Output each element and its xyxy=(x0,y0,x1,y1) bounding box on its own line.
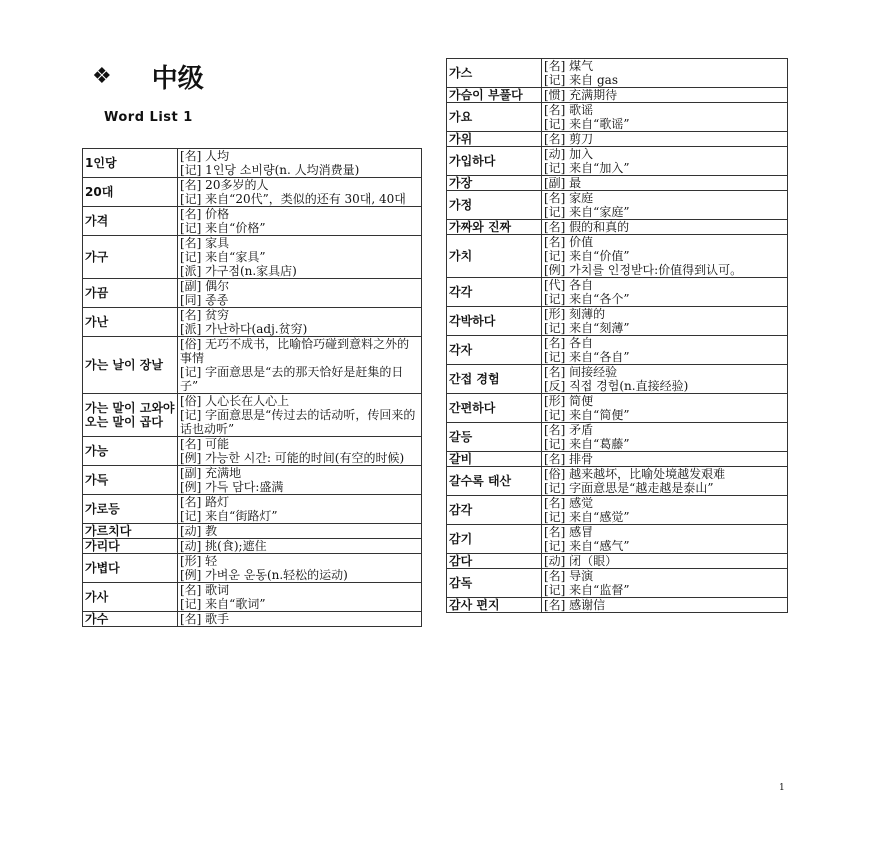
section-heading xyxy=(92,58,204,95)
definition-line: [记] 来自“加入” xyxy=(544,161,630,175)
definition-line: [名] 价格 xyxy=(180,207,230,221)
definition-line: [记] 来自“价格” xyxy=(180,221,266,235)
vocab-row xyxy=(447,569,788,598)
vocab-word: 가짜와 진짜 xyxy=(447,220,542,235)
vocab-row xyxy=(447,336,788,365)
definition-line: [名] 感冒 xyxy=(544,525,594,539)
vocab-row xyxy=(83,394,422,437)
definition-line: [名] 剪刀 xyxy=(544,132,594,146)
definition-line: [名] 路灯 xyxy=(180,495,230,509)
definition-line: [名] 歌手 xyxy=(180,612,230,626)
vocab-row xyxy=(447,467,788,496)
vocab-table-left xyxy=(82,148,422,627)
vocab-word: 가스 xyxy=(447,59,542,88)
vocab-word: 각각 xyxy=(447,278,542,307)
vocab-definition xyxy=(178,583,422,612)
definition-line: [记] 来自“感气” xyxy=(544,539,630,553)
vocab-row xyxy=(83,612,422,627)
definition-line: [例] 가득 담다:盛满 xyxy=(180,480,284,494)
vocab-word: 가리다 xyxy=(83,539,178,554)
definition-line: [记] 来自“刻薄” xyxy=(544,321,630,335)
definition-line: [名] 感谢信 xyxy=(544,598,606,612)
vocab-definition xyxy=(542,467,788,496)
definition-line: [副] 充满地 xyxy=(180,466,242,480)
vocab-definition xyxy=(178,337,422,394)
definition-line: [记] 来自“歌词” xyxy=(180,597,266,611)
word-list-subtitle: Word List 1 xyxy=(104,110,193,125)
vocab-table-right xyxy=(446,58,788,613)
vocab-row xyxy=(83,149,422,178)
vocab-definition xyxy=(178,466,422,495)
vocab-definition xyxy=(178,279,422,308)
vocab-word: 갈비 xyxy=(447,452,542,467)
definition-line: [记] 字面意思是“传过去的话动听，传回来的话也动听” xyxy=(180,408,416,436)
vocab-word: 가는 말이 고와야 오는 말이 곱다 xyxy=(83,394,178,437)
vocab-row xyxy=(447,394,788,423)
definition-line: [名] 煤气 xyxy=(544,59,594,73)
vocab-row xyxy=(447,191,788,220)
vocab-definition xyxy=(542,569,788,598)
vocab-word: 가위 xyxy=(447,132,542,147)
definition-line: [俗] 越来越坏，比喻处境越发艰难 xyxy=(544,467,726,481)
definition-line: [同] 종종 xyxy=(180,293,229,307)
definition-line: [记] 1인당 소비량(n. 人均消费量) xyxy=(180,163,360,177)
vocab-word: 감기 xyxy=(447,525,542,554)
vocab-definition xyxy=(178,178,422,207)
definition-line: [派] 가구점(n.家具店) xyxy=(180,264,297,278)
vocab-word: 감독 xyxy=(447,569,542,598)
vocab-definition xyxy=(178,539,422,554)
vocab-row xyxy=(447,525,788,554)
definition-line: [记] 来自“简便” xyxy=(544,408,630,422)
definition-line: [记] 来自“葛藤” xyxy=(544,437,630,451)
definition-line: [惯] 充满期待 xyxy=(544,88,618,102)
vocab-word: 가르치다 xyxy=(83,524,178,539)
definition-line: [副] 偶尔 xyxy=(180,279,230,293)
definition-line: [名] 歌词 xyxy=(180,583,230,597)
vocab-word: 가능 xyxy=(83,437,178,466)
definition-line: [动] 加入 xyxy=(544,147,594,161)
vocab-definition xyxy=(542,191,788,220)
definition-line: [名] 间接经验 xyxy=(544,365,618,379)
vocab-definition xyxy=(542,452,788,467)
vocab-word: 가수 xyxy=(83,612,178,627)
vocab-row xyxy=(83,539,422,554)
vocab-word: 감다 xyxy=(447,554,542,569)
vocab-word: 가슴이 부풀다 xyxy=(447,88,542,103)
vocab-row xyxy=(83,236,422,279)
definition-line: [动] 闭（眼） xyxy=(544,554,618,568)
vocab-definition xyxy=(542,307,788,336)
definition-line: [记] 来自“各自” xyxy=(544,350,630,364)
definition-line: [记] 来自“各个” xyxy=(544,292,630,306)
vocab-word: 가구 xyxy=(83,236,178,279)
vocab-word: 20대 xyxy=(83,178,178,207)
vocab-word: 가사 xyxy=(83,583,178,612)
definition-line: [名] 假的和真的 xyxy=(544,220,630,234)
vocab-row xyxy=(83,207,422,236)
vocab-row xyxy=(447,103,788,132)
vocab-word: 감각 xyxy=(447,496,542,525)
vocab-definition xyxy=(542,235,788,278)
definition-line: [形] 刻薄的 xyxy=(544,307,606,321)
definition-line: [名] 矛盾 xyxy=(544,423,594,437)
definition-line: [形] 轻 xyxy=(180,554,218,568)
definition-line: [反] 직접 경험(n.直接经验) xyxy=(544,379,689,393)
vocab-row xyxy=(83,524,422,539)
definition-line: [记] 来自“监督” xyxy=(544,583,630,597)
vocab-definition xyxy=(542,394,788,423)
vocab-row xyxy=(447,496,788,525)
vocab-row xyxy=(447,235,788,278)
vocab-row xyxy=(83,466,422,495)
definition-line: [名] 歌谣 xyxy=(544,103,594,117)
vocab-word: 감사 편지 xyxy=(447,598,542,613)
vocab-word: 가난 xyxy=(83,308,178,337)
vocab-definition xyxy=(542,336,788,365)
definition-line: [名] 排骨 xyxy=(544,452,594,466)
vocab-definition xyxy=(542,278,788,307)
definition-line: [记] 来自“20代”，类似的还有 30대, 40대 xyxy=(180,192,406,206)
vocab-definition xyxy=(178,149,422,178)
vocab-definition xyxy=(178,394,422,437)
definition-line: [名] 人均 xyxy=(180,149,230,163)
vocab-row xyxy=(447,554,788,569)
definition-line: [名] 可能 xyxy=(180,437,230,451)
vocab-word: 가정 xyxy=(447,191,542,220)
vocab-definition xyxy=(178,236,422,279)
vocab-row xyxy=(447,88,788,103)
diamond-bullet-icon: ❖ xyxy=(92,64,112,89)
vocab-row xyxy=(447,423,788,452)
definition-line: [记] 来自“感觉” xyxy=(544,510,630,524)
vocab-definition xyxy=(542,525,788,554)
definition-line: [记] 来自“家具” xyxy=(180,250,266,264)
vocab-word: 가요 xyxy=(447,103,542,132)
vocab-definition xyxy=(542,176,788,191)
vocab-word: 가는 날이 장날 xyxy=(83,337,178,394)
vocab-row xyxy=(83,178,422,207)
definition-line: [例] 가능한 시간: 可能的时间(有空的时候) xyxy=(180,451,405,465)
vocab-definition xyxy=(178,437,422,466)
definition-line: [名] 贫穷 xyxy=(180,308,230,322)
vocab-definition xyxy=(542,365,788,394)
vocab-definition xyxy=(542,220,788,235)
vocab-row xyxy=(83,308,422,337)
vocab-word: 가격 xyxy=(83,207,178,236)
vocab-row xyxy=(447,598,788,613)
vocab-row xyxy=(83,279,422,308)
vocab-row xyxy=(447,452,788,467)
vocab-definition xyxy=(178,524,422,539)
vocab-row xyxy=(83,495,422,524)
vocab-word: 가입하다 xyxy=(447,147,542,176)
definition-line: [俗] 无巧不成书，比喻恰巧碰到意料之外的事情 xyxy=(180,337,410,365)
vocab-word: 간편하다 xyxy=(447,394,542,423)
vocab-row xyxy=(83,554,422,583)
vocab-row xyxy=(447,132,788,147)
vocab-word: 간접 경험 xyxy=(447,365,542,394)
vocab-definition xyxy=(178,612,422,627)
definition-line: [名] 20多岁的人 xyxy=(180,178,269,192)
vocab-row xyxy=(447,307,788,336)
vocab-definition xyxy=(542,88,788,103)
vocab-row xyxy=(447,278,788,307)
vocab-definition xyxy=(542,598,788,613)
definition-line: [派] 가난하다(adj.贫穷) xyxy=(180,322,308,336)
definition-line: [动] 挑(食);遮住 xyxy=(180,539,267,553)
definition-line: [例] 가벼운 운동(n.轻松的运动) xyxy=(180,568,348,582)
vocab-row xyxy=(83,437,422,466)
definition-line: [记] 来自“歌谣” xyxy=(544,117,630,131)
vocab-definition xyxy=(178,207,422,236)
vocab-row xyxy=(447,59,788,88)
vocab-definition xyxy=(178,495,422,524)
vocab-row xyxy=(83,337,422,394)
vocab-word: 1인당 xyxy=(83,149,178,178)
vocab-row xyxy=(447,220,788,235)
vocab-word: 가득 xyxy=(83,466,178,495)
definition-line: [形] 简便 xyxy=(544,394,594,408)
vocab-word: 가치 xyxy=(447,235,542,278)
vocab-definition xyxy=(178,308,422,337)
page-title: 中级 xyxy=(151,64,204,94)
definition-line: [名] 家庭 xyxy=(544,191,594,205)
vocab-row xyxy=(447,365,788,394)
definition-line: [例] 가치를 인정받다:价值得到认可。 xyxy=(544,263,743,277)
definition-line: [名] 家具 xyxy=(180,236,230,250)
vocab-definition xyxy=(542,132,788,147)
vocab-row xyxy=(447,147,788,176)
definition-line: [副] 最 xyxy=(544,176,582,190)
vocab-definition xyxy=(542,554,788,569)
definition-line: [记] 字面意思是“越走越是泰山” xyxy=(544,481,714,495)
vocab-word: 가볍다 xyxy=(83,554,178,583)
vocab-word: 갈수록 태산 xyxy=(447,467,542,496)
definition-line: [名] 导演 xyxy=(544,569,594,583)
definition-line: [动] 教 xyxy=(180,524,218,538)
definition-line: [俗] 人心长在人心上 xyxy=(180,394,290,408)
vocab-definition xyxy=(542,147,788,176)
definition-line: [记] 来自“街路灯” xyxy=(180,509,278,523)
vocab-word: 가끔 xyxy=(83,279,178,308)
vocab-word: 각자 xyxy=(447,336,542,365)
definition-line: [记] 来自“价值” xyxy=(544,249,630,263)
vocab-definition xyxy=(542,423,788,452)
vocab-word: 가로등 xyxy=(83,495,178,524)
definition-line: [名] 感觉 xyxy=(544,496,594,510)
definition-line: [代] 各自 xyxy=(544,278,594,292)
definition-line: [记] 来自“家庭” xyxy=(544,205,630,219)
vocab-row xyxy=(83,583,422,612)
vocab-word: 갈등 xyxy=(447,423,542,452)
vocab-definition xyxy=(178,554,422,583)
vocab-word: 가장 xyxy=(447,176,542,191)
definition-line: [记] 来自 gas xyxy=(544,73,618,87)
page-number: 1 xyxy=(779,783,785,793)
vocab-word: 각박하다 xyxy=(447,307,542,336)
definition-line: [名] 价值 xyxy=(544,235,594,249)
definition-line: [名] 各自 xyxy=(544,336,594,350)
vocab-row xyxy=(447,176,788,191)
vocab-definition xyxy=(542,103,788,132)
vocab-definition xyxy=(542,496,788,525)
definition-line: [记] 字面意思是“去的那天恰好是赶集的日子” xyxy=(180,365,404,393)
vocab-definition xyxy=(542,59,788,88)
